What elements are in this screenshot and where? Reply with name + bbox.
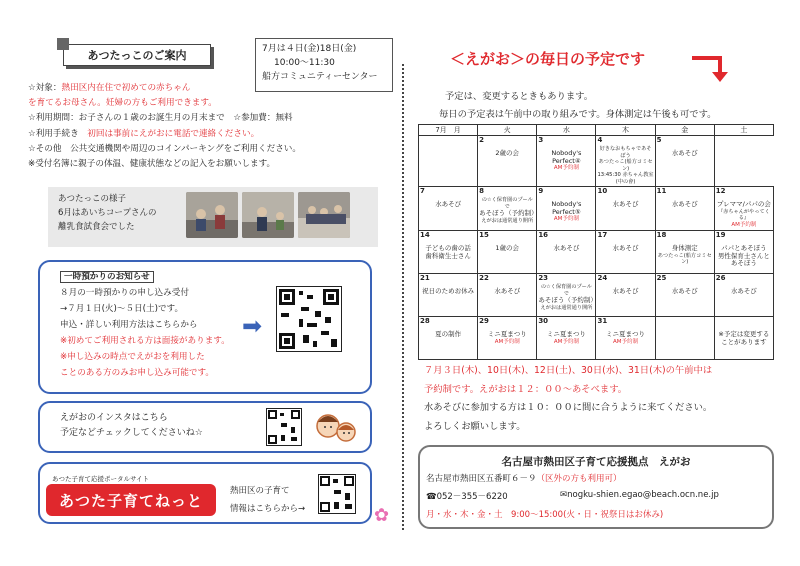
portal-info-line: 情報はこちらから→	[230, 504, 306, 514]
calendar-day-number: 24	[597, 274, 608, 282]
instagram-line: 予定などチェックしてくださいね☆	[60, 428, 203, 438]
calendar-reservation-note: AM予約制	[553, 338, 579, 345]
schedule-notes	[439, 88, 717, 124]
arrow-right-icon: ➡	[242, 312, 263, 340]
calendar-week	[419, 136, 774, 187]
reservation-notes	[424, 362, 712, 436]
calendar-day-number: 29	[479, 317, 489, 325]
calendar-event: Perfect⑤	[552, 207, 581, 216]
calendar-day-number: 28	[420, 317, 430, 325]
calendar-event: ミニ夏まつり	[546, 330, 586, 338]
calendar-day	[478, 136, 537, 187]
date-line-1: 7月は４日(金)18日(金)	[262, 44, 357, 54]
schedule-note: 予定は、変更するときもあります。	[445, 91, 594, 102]
temp-line: ※申し込みの時点でえがおを利用した	[60, 352, 205, 362]
temp-line: ことのある方のみお申し込み可能です。	[60, 368, 215, 378]
calendar-day	[596, 317, 655, 360]
calendar-day	[478, 317, 537, 360]
calendar-day-number: 19	[715, 231, 726, 239]
activity-photo	[186, 192, 238, 238]
instagram-text	[60, 411, 203, 441]
calendar-day-number: 25	[656, 274, 667, 282]
photo-caption	[58, 192, 156, 234]
calendar-event: パパとあそぼう	[721, 244, 767, 252]
calendar-day-number: 11	[656, 187, 667, 195]
portal-info-line: 熱田区の子育て	[230, 486, 290, 496]
calendar-day-number: 26	[715, 274, 726, 282]
photo-caption-line: あつたっこの様子	[58, 194, 127, 204]
calendar-day-number: 9	[538, 187, 544, 195]
calendar-header: 金	[655, 125, 714, 136]
calendar-event: 水あそび	[494, 287, 521, 295]
calendar-header: 7月 月	[419, 125, 478, 136]
portal-qr-code[interactable]	[318, 474, 356, 514]
guide-title	[63, 44, 211, 66]
calendar-day-number: 21	[420, 274, 430, 282]
calendar-event: 水あそび	[612, 244, 639, 252]
calendar-event: 夏の制作	[435, 330, 462, 338]
calendar-event: 水あそび	[671, 287, 698, 295]
temp-line: 申込・詳しい利用方法はこちらから	[60, 320, 198, 330]
info-list	[28, 81, 398, 172]
calendar-day-number: 23	[538, 274, 549, 282]
calendar-event: 身体測定	[671, 244, 698, 252]
calendar-day	[478, 231, 537, 274]
calendar-day-number: 30	[538, 317, 549, 325]
calendar-header: 土	[714, 125, 773, 136]
calendar-event: ※予定は変更する	[718, 330, 770, 338]
temp-line: ※初めてご利用される方は面接があります。	[60, 336, 230, 346]
calendar-day-number: 22	[479, 274, 489, 282]
date-line-2: 10:00～11:30	[274, 58, 335, 68]
info-line: ※受付名簿に親子の体温、健康状態などの記入をお願いします。	[28, 159, 276, 170]
reservation-line: 予約制です。えがおは１２：００～あそべます。	[424, 383, 628, 395]
calendar-day	[537, 317, 596, 360]
instagram-line: えがおのインスタはこちら	[60, 413, 168, 423]
guide-title-text: あつたっこのご案内	[87, 49, 187, 62]
calendar-day-number	[657, 318, 713, 327]
calendar-day-number: 17	[597, 231, 608, 239]
schedule-title: ＜えがお＞の毎日の予定です	[450, 50, 646, 68]
calendar-day-number: 15	[479, 231, 489, 239]
calendar-event: 歯科衛生士さん	[425, 251, 471, 260]
contact-email[interactable]: ✉nogku-shien.egao@beach.ocn.ne.jp	[560, 490, 719, 500]
calendar-day-number: 7	[420, 187, 425, 195]
calendar-day	[596, 187, 655, 231]
date-line-3: 船方コミュニティーセンター	[262, 72, 378, 82]
instagram-qr-code[interactable]	[266, 408, 302, 446]
calendar-day	[655, 317, 714, 360]
calendar-table	[418, 124, 774, 360]
calendar-event: 好きなおもちゃであそぼう	[599, 146, 652, 159]
calendar-day	[537, 136, 596, 187]
schedule-note: 毎日の予定表は午前中の取り組みです。身体測定は午後も可です。	[439, 109, 717, 120]
temporary-care-title: 一時預かりのお知らせ	[60, 271, 154, 283]
calendar-event: 2歳の会	[495, 149, 520, 157]
calendar-day-number: 3	[538, 136, 544, 144]
temp-line: →７月１日(火)～５日(土)です。	[60, 304, 184, 314]
arrow-down-right-icon	[690, 52, 740, 87]
info-line: ☆利用期間：お子さんの１歳のお誕生月の月末まで ☆参加費：無料	[28, 113, 293, 124]
calendar-day	[596, 274, 655, 317]
calendar-day-empty	[419, 136, 478, 187]
calendar-day	[537, 231, 596, 274]
calendar-day-number: 14	[420, 231, 430, 239]
calendar-day	[655, 274, 714, 317]
contact-hours: 月・水・木・金・土 9:00～15:00(火・日・祝祭日はお休み)	[426, 510, 664, 520]
water-play-line: 水あそびに参加する方は１０：００に間に合うように来てください。	[424, 402, 713, 413]
calendar-day	[714, 187, 773, 231]
calendar-day-number: 5	[656, 136, 662, 144]
calendar-day-number: 10	[597, 187, 608, 195]
calendar-event: ミニ夏まつり	[487, 330, 527, 338]
calendar-day	[596, 231, 655, 274]
calendar-day	[714, 274, 773, 317]
calendar-event: えがおは通常通り開所	[481, 217, 534, 224]
photo-caption-line: 6月はあいちコープさんの	[58, 208, 157, 218]
calendar-event: 水あそび	[435, 200, 462, 208]
activity-photo	[298, 192, 350, 238]
info-line: を育てるお母さん。妊婦の方もご利用できます。	[28, 98, 217, 109]
temporary-care-text	[60, 269, 230, 381]
calendar-event: 水あそび	[671, 149, 698, 157]
calendar-event: 1歳の会	[495, 244, 520, 252]
calendar-day	[655, 136, 714, 187]
contact-title: 名古屋市熱田区子育て応援拠点 えがお	[501, 456, 691, 468]
calendar-event: の☆く保育園のプールで	[540, 284, 592, 297]
temp-care-qr-code[interactable]	[276, 286, 342, 352]
calendar-event: ミニ夏まつり	[606, 330, 646, 338]
flower-decoration-icon: ✿	[374, 505, 390, 526]
calendar-event: 『赤ちゃんがやってくる』	[717, 208, 770, 221]
calendar-week	[419, 317, 774, 360]
portal-info	[230, 482, 305, 518]
portal-subtitle: あつた子育て応援ポータルサイト	[52, 475, 150, 483]
contact-phone: ☎052－355－6220	[426, 492, 508, 502]
calendar-event: あそぼう（予約制）	[538, 296, 597, 304]
calendar-reservation-note: AM予約制	[731, 221, 757, 228]
calendar-reservation-note: AM予約制	[553, 165, 579, 171]
photo-caption-line: 離乳食試食会でした	[58, 222, 135, 232]
activity-photo	[242, 192, 294, 238]
calendar-day-number: 12	[715, 187, 726, 195]
calendar-week	[419, 187, 774, 231]
calendar-event: プレママ/パパの会	[716, 200, 771, 208]
calendar-day	[537, 274, 596, 317]
temp-line: ８月の一時預かりの申し込み受付	[60, 288, 189, 298]
calendar-reservation-note: AM予約制	[613, 338, 639, 345]
calendar-event: えがおは通常通り開所	[540, 304, 593, 311]
calendar-day	[714, 231, 773, 274]
family-illustration	[314, 408, 358, 448]
calendar-day-number: 2	[479, 136, 485, 144]
calendar-event: ことがあります	[721, 337, 767, 346]
info-line: ☆利用手続き 初回は事前にえがおに電話で連絡ください。	[28, 128, 260, 139]
calendar-week	[419, 231, 774, 274]
portal-logo[interactable]: あつた子育てねっと	[46, 484, 216, 516]
calendar-day	[419, 274, 478, 317]
calendar-event: あつたっこ(船方コミセン)	[598, 159, 653, 172]
calendar-day	[655, 187, 714, 231]
calendar-event: あそぼう	[730, 259, 757, 267]
calendar-event: あそぼう（予約制）	[479, 209, 538, 217]
calendar-event: Perfect④	[552, 156, 581, 165]
calendar-event: 水あそび	[612, 287, 639, 295]
calendar-day	[714, 317, 773, 360]
calendar-day-number: 18	[656, 231, 667, 239]
calendar-day	[537, 187, 596, 231]
calendar-day	[478, 187, 537, 231]
calendar-header: 木	[596, 125, 655, 136]
calendar-day	[596, 136, 655, 187]
calendar-event: 水あそび	[730, 287, 757, 295]
calendar-day-number: 16	[538, 231, 549, 239]
calendar-header: 水	[537, 125, 596, 136]
calendar-event: Nobody's	[551, 200, 582, 208]
calendar-day-number	[716, 318, 772, 327]
calendar-day	[419, 231, 478, 274]
calendar-day	[478, 274, 537, 317]
calendar-event: Nobody's	[551, 149, 582, 157]
calendar-event: 水あそび	[612, 200, 639, 208]
calendar-day	[419, 187, 478, 231]
contact-address: 名古屋市熱田区五番町６－９（区外の方も利用可）	[426, 474, 622, 484]
calendar-event: 祝日のためお休み	[422, 287, 475, 295]
reservation-line: ７月３日(木)、10日(木)、12日(土)、30日(水)、31日(木)の午前中は	[424, 365, 713, 376]
calendar-header: 火	[478, 125, 537, 136]
closing-line: よろしくお願いします。	[424, 420, 526, 432]
calendar-event: あつたっこ(船方コミセン)	[657, 252, 712, 265]
info-line: ☆その他 公共交通機関や周辺のコインパーキングをご利用ください。	[28, 143, 301, 154]
calendar-event: の☆く保育園のプールで	[481, 197, 533, 210]
calendar-day-number: 8	[479, 187, 485, 195]
calendar-event: 水あそび	[553, 244, 580, 252]
calendar-day-number: 31	[597, 317, 608, 325]
calendar-event: 男性保育士さんと	[717, 251, 770, 260]
info-line: ☆対象：熱田区内在住で初めての赤ちゃん	[28, 83, 191, 93]
calendar-day	[655, 231, 714, 274]
calendar-event: 13:45:30 赤ちゃん教室(中の會)	[597, 172, 654, 185]
calendar-event: 子どもの歯の話	[425, 244, 471, 252]
calendar-reservation-note: AM予約制	[494, 338, 520, 345]
calendar-day	[419, 317, 478, 360]
page-divider	[402, 64, 404, 530]
calendar-week	[419, 274, 774, 317]
calendar-event: 水あそび	[671, 200, 698, 208]
calendar-reservation-note: AM予約制	[553, 216, 579, 222]
calendar-day-number: 4	[597, 136, 603, 144]
